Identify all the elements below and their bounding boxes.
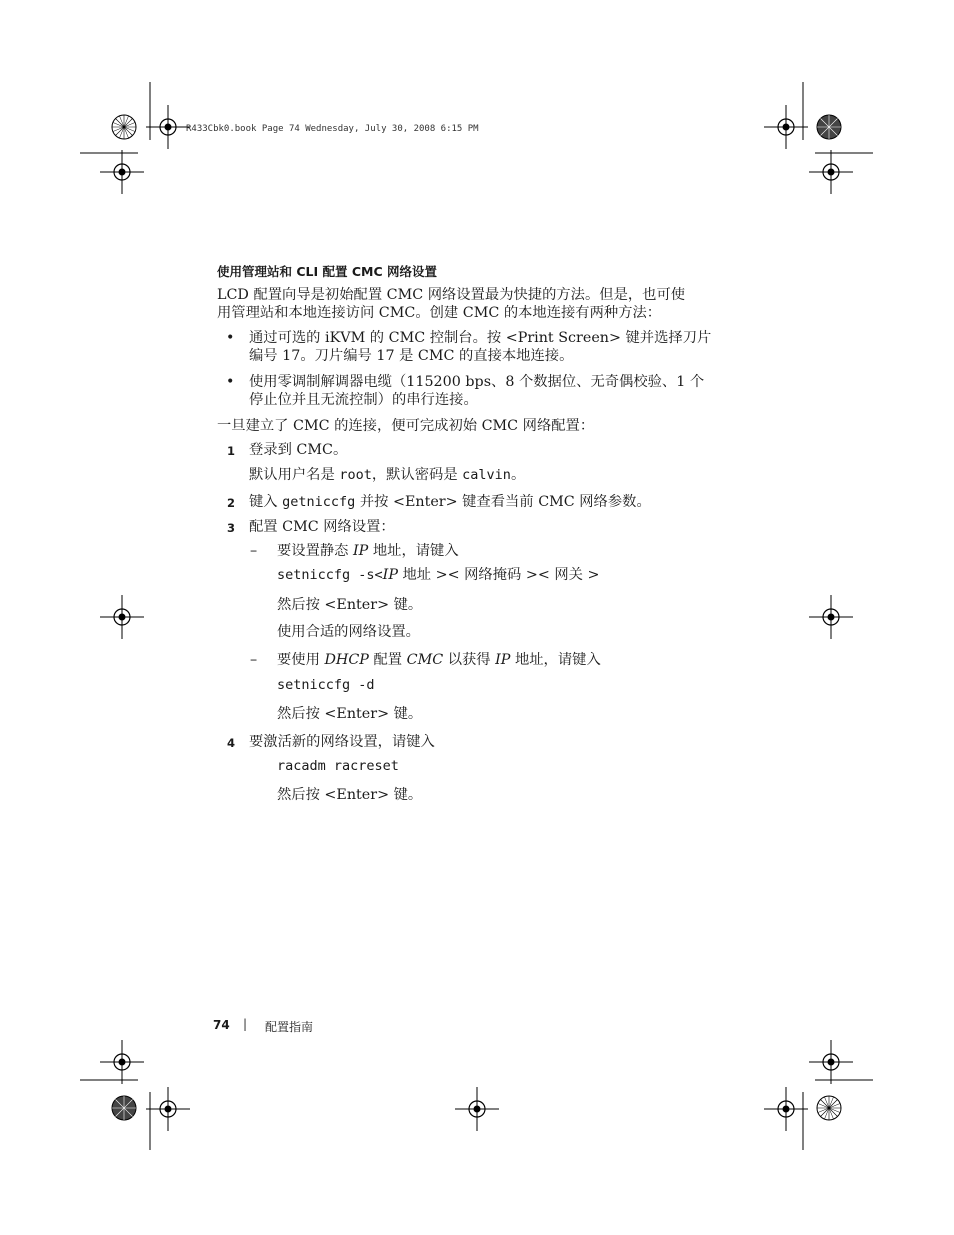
step-1-detail: 默认用户名是 root，默认密码是 calvin。 [249,467,526,483]
bullet-2-line-2: 停止位并且无流控制）的串行连接。 [249,392,478,408]
dash-marker: – [250,652,258,668]
step-number: 2 [227,496,236,510]
press-enter-text: 然后按 <Enter> 键。 [277,597,423,613]
command-setniccfg-dhcp: setniccfg -d [277,677,375,693]
step-3-text: 配置 CMC 网络设置： [249,519,395,535]
bullet-1-line-1: 通过可选的 iKVM 的 CMC 控制台。按 <Print Screen> 键并选择刀片 [249,330,712,346]
press-enter-text: 然后按 <Enter> 键。 [277,706,423,722]
footer-title: 配置指南 [265,1020,314,1034]
default-password: calvin [462,467,511,483]
after-bullets-text: 一旦建立了 CMC 的连接，便可完成初始 CMC 网络配置： [217,418,595,434]
network-settings-note: 使用合适的网络设置。 [277,624,420,640]
intro-line-2: 用管理站和本地连接访问 CMC。创建 CMC 的本地连接有两种方法： [217,305,662,321]
step-2-text: 键入 getniccfg 并按 <Enter> 键查看当前 CMC 网络参数。 [249,494,651,510]
step-4-text: 要激活新的网络设置，请键入 [249,734,435,750]
dhcp-instruction: 要使用 DHCP 配置 CMC 以获得 IP 地址，请键入 [277,652,601,668]
footer-separator: | [243,1017,248,1031]
bullet-marker: • [226,374,235,390]
file-header: R433Cbk0.book Page 74 Wednesday, July 30, 2008 6:15 PM [186,124,479,134]
bullet-marker: • [226,330,235,346]
bullet-1-line-2: 编号 17。刀片编号 17 是 CMC 的直接本地连接。 [249,348,574,364]
section-title: 使用管理站和 CLI 配置 CMC 网络设置 [217,264,437,279]
step-1-text: 登录到 CMC。 [249,442,348,458]
command-getniccfg: getniccfg [282,494,356,510]
step-number: 3 [227,521,236,535]
default-username: root [339,467,372,483]
page-number: 74 [213,1018,230,1032]
step-number: 1 [227,444,236,458]
command-racadm-racreset: racadm racreset [277,758,399,774]
command-setniccfg-static: setniccfg -s<IP 地址 >< 网络掩码 >< 网关 > [277,567,600,583]
static-ip-instruction: 要设置静态 IP 地址，请键入 [277,543,459,559]
dash-marker: – [250,543,258,559]
bullet-2-line-1: 使用零调制解调器电缆（115200 bps、8 个数据位、无奇偶校验、1 个 [249,374,705,390]
press-enter-text: 然后按 <Enter> 键。 [277,787,423,803]
intro-line-1: LCD 配置向导是初始配置 CMC 网络设置最为快捷的方法。但是，也可使 [217,287,686,303]
step-number: 4 [227,736,236,750]
